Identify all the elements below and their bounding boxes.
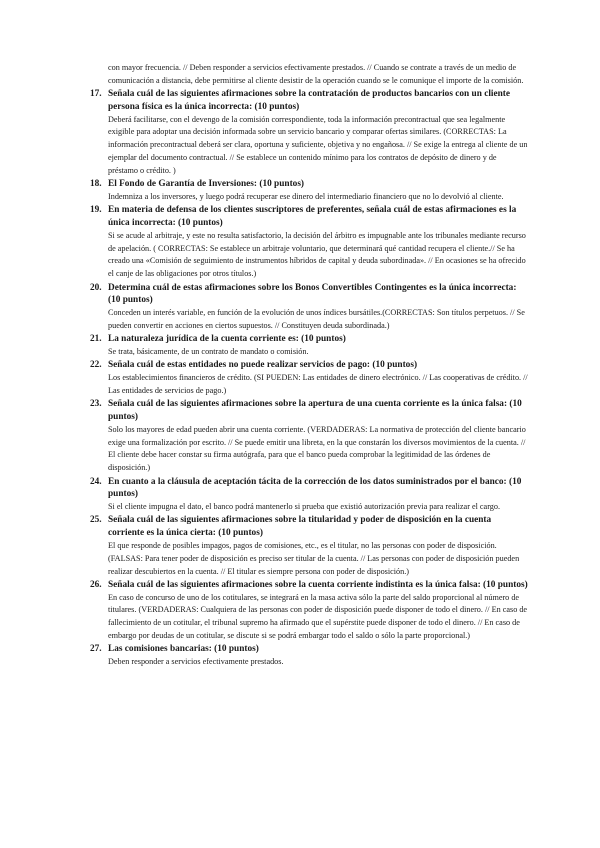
question-number: 20. xyxy=(90,282,102,293)
answer-text: Se trata, básicamente, de un contrato de mandato o comisión. xyxy=(108,347,309,357)
question-item xyxy=(0,282,600,333)
continued-answer-text: con mayor frecuencia. // Deben responder a servicios efectivamente prestados. // Cuando se contrate a través de un medio de comunicación a distancia, debe permitirse al cliente desistir de la operación cuando se le comunique el importe de la comisión. xyxy=(108,63,524,85)
question-item xyxy=(0,88,600,178)
question-number: 27. xyxy=(90,644,102,655)
answer-text: Solo los mayores de edad pueden abrir una cuenta corriente. (VERDADERAS: La normativa de protección del cliente bancario exige una formalización por escrito. // Se puede emitir una libreta, en la que constarán los diversos movimientos de la cuenta. // El cliente debe hacer constar su firma autógrafa, para que el banco pueda comprobar la legitimidad de las órdenes de disposición.) xyxy=(108,424,526,473)
question-text: En materia de defensa de los clientes suscriptores de preferentes, señala cuál de estas afirmaciones es la única incorrecta: (10 puntos) xyxy=(108,205,517,229)
answer-text: Deberá facilitarse, con el devengo de la comisión correspondiente, toda la información precontractual que sea legalmente exigible para adoptar una decisión informada sobre un servicio bancario y comparar ofertas similares. (CORRECTAS: La información precontractual deberá ser clara, oportuna y suficiente, objetiva y no engañosa. // Se exige la entrega al cliente de un ejemplar del documento contractual. // Se establece un contenido mínimo para los contratos de depósito de dinero y de préstamo o crédito. ) xyxy=(108,114,528,175)
question-item xyxy=(0,333,600,359)
answer-text: Si el cliente impugna el dato, el banco podrá mantenerlo si prueba que existió autorización previa para realizar el cargo. xyxy=(108,502,501,512)
question-text: Señala cuál de estas entidades no puede realizar servicios de pago: (10 puntos) xyxy=(108,360,418,371)
question-text: En cuanto a la cláusula de aceptación tácita de la corrección de los datos suministrados por el banco: (10 puntos) xyxy=(108,476,522,500)
question-text: Señala cuál de las siguientes afirmaciones sobre la cuenta corriente indistinta es la única falsa: (10 puntos) xyxy=(108,579,528,590)
question-text: Señala cuál de las siguientes afirmaciones sobre la titularidad y poder de disposición en la cuenta corriente es la única cierta: (10 puntos) xyxy=(108,515,492,539)
question-number: 19. xyxy=(90,205,102,216)
question-number: 17. xyxy=(90,89,102,100)
question-text: Determina cuál de estas afirmaciones sobre los Bonos Convertibles Contingentes es la única incorrecta: (10 puntos) xyxy=(108,282,517,306)
document-page xyxy=(0,62,600,669)
question-item xyxy=(0,204,600,281)
answer-text: Los establecimientos financieros de crédito. (SI PUEDEN: Las entidades de dinero electrónico. // Las cooperativas de crédito. // Las entidades de servicios de pago.) xyxy=(108,373,528,395)
answer-text: Indemniza a los inversores, y luego podrá recuperar ese dinero del intermediario financiero que no lo devolvió al cliente. xyxy=(108,191,504,201)
question-number: 25. xyxy=(90,515,102,526)
answer-text: En caso de concurso de uno de los cotitulares, se integrará en la masa activa sólo la parte del saldo proporcional al número de titulares. (VERDADERAS: Cualquiera de las personas con poder de disposición puede disponer de todo el dinero. // En caso de fallecimiento de un cotitular, el tribunal supremo ha afirmado que el supérstite puede disponer de todo el dinero. // En caso de embargo por deudas de un cotitular, se discute si se podrá embargar todo el saldo o sólo la parte proporcional.) xyxy=(108,592,528,641)
question-item xyxy=(0,398,600,475)
question-text: La naturaleza jurídica de la cuenta corriente es: (10 puntos) xyxy=(108,334,346,345)
question-text: El Fondo de Garantía de Inversiones: (10 puntos) xyxy=(108,179,305,190)
question-text: Señala cuál de las siguientes afirmaciones sobre la contratación de productos bancarios con un cliente persona física es la única incorrecta: (10 puntos) xyxy=(108,89,511,112)
question-number: 18. xyxy=(90,179,102,190)
question-item xyxy=(0,514,600,578)
question-item xyxy=(0,579,600,643)
question-number: 26. xyxy=(90,579,102,590)
answer-text: Si se acude al arbitraje, y este no resulta satisfactorio, la decisión del árbitro es impugnable ante los tribunales mediante recurso de apelación. ( CORRECTAS: Se establece un arbitraje voluntario, que determinará qué cantidad recupera el cliente.// Se ha creado una «Comisión de seguimiento de instrumentos híbridos de capital y deuda subordinada». // En ocasiones se ha ofrecido el canje de las obligaciones por otros títulos.) xyxy=(108,230,526,279)
question-number: 23. xyxy=(90,399,102,410)
question-text: Señala cuál de las siguientes afirmaciones sobre la apertura de una cuenta corriente es la única falsa: (10 puntos) xyxy=(108,399,522,423)
question-item xyxy=(0,359,600,397)
answer-text: El que responde de posibles impagos, pagos de comisiones, etc., es el titular, no las personas con poder de disposición. (FALSAS: Para tener poder de disposición es preciso ser titular de la cuenta. // Las personas con poder de disposición pueden realizar descubiertos en la cuenta. // El titular es siempre persona con poder de disposición.) xyxy=(108,540,520,576)
question-item xyxy=(0,476,600,514)
question-text: Las comisiones bancarias: (10 puntos) xyxy=(108,644,259,655)
question-item xyxy=(0,178,600,204)
answer-text: Deben responder a servicios efectivamente prestados. xyxy=(108,657,284,667)
question-item xyxy=(0,643,600,669)
answer-text: Conceden un interés variable, en función de la evolución de unos índices bursátiles.(CORRECTAS: Son títulos perpetuos. // Se pueden convertir en acciones en ciertos supuestos. // Constituyen deuda subordinada.) xyxy=(108,308,525,330)
question-number: 24. xyxy=(90,476,102,487)
question-number: 22. xyxy=(90,360,102,371)
question-number: 21. xyxy=(90,334,102,345)
